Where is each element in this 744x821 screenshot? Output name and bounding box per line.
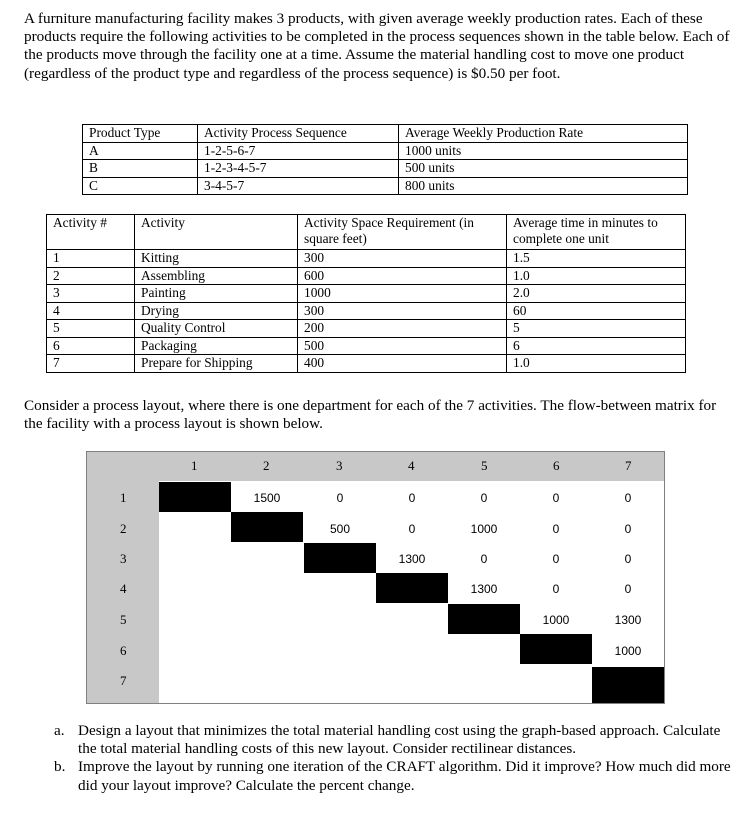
matrix-row-label: 4 (120, 581, 127, 596)
table-row (47, 285, 686, 303)
matrix-cell: 0 (552, 491, 560, 505)
matrix-cell: 1000 (614, 644, 642, 658)
header-process-sequence: Activity Process Sequence (198, 125, 399, 143)
header-space-requirement: Activity Space Requirement (in square feet) (298, 215, 507, 250)
matrix-col-label: 1 (191, 458, 198, 473)
matrix-cell: 0 (408, 522, 416, 536)
cell: 300 (298, 302, 507, 320)
intro-paragraph: A furniture manufacturing facility makes 3 products, with given average weekly production rates. Each of these products require the following activities to be completed in the process sequences shown in the table below. Each of the products move through the facility one at a time. Assume the material handling cost to move one product (regardless of the product type and regardless of the process sequence) is $0.50 per foot. (24, 10, 730, 82)
matrix-cell: 1300 (470, 582, 498, 596)
table-header-row (47, 215, 686, 250)
table-row (47, 267, 686, 285)
cell: Quality Control (135, 320, 298, 338)
matrix-col-label: 5 (481, 458, 488, 473)
matrix-header-band (87, 452, 664, 481)
matrix-diagonal-block (231, 512, 303, 542)
product-table (82, 124, 688, 195)
cell: 2.0 (507, 285, 686, 303)
cell: 3-4-5-7 (198, 177, 399, 195)
cell: 1.0 (507, 267, 686, 285)
matrix-row-label: 1 (120, 490, 127, 505)
cell: Prepare for Shipping (135, 355, 298, 373)
cell: 4 (47, 302, 135, 320)
cell: C (83, 177, 198, 195)
matrix-diagonal-block (376, 573, 448, 603)
cell: 5 (47, 320, 135, 338)
cell: Drying (135, 302, 298, 320)
table-row (47, 355, 686, 373)
matrix-col-label: 4 (408, 458, 415, 473)
matrix-cell: 1500 (253, 491, 281, 505)
cell: 200 (298, 320, 507, 338)
header-production-rate: Average Weekly Production Rate (399, 125, 688, 143)
matrix-cell: 0 (624, 522, 632, 536)
matrix-col-label: 7 (625, 458, 632, 473)
matrix-cell: 1300 (398, 552, 426, 566)
table-row (47, 250, 686, 268)
cell: 6 (47, 337, 135, 355)
matrix-diagonal-block (304, 543, 376, 573)
cell: 5 (507, 320, 686, 338)
matrix-cell: 0 (480, 491, 488, 505)
cell: 1-2-5-6-7 (198, 142, 399, 160)
cell: A (83, 142, 198, 160)
question-letter: b. (54, 758, 66, 776)
matrix-diagonal-block (520, 634, 592, 664)
cell: 1000 (298, 285, 507, 303)
cell: 3 (47, 285, 135, 303)
cell: 1-2-3-4-5-7 (198, 160, 399, 178)
header-avg-time: Average time in minutes to complete one unit (507, 215, 686, 250)
activity-table (46, 214, 686, 373)
matrix-diagonal-block (448, 604, 520, 634)
matrix-cell: 0 (624, 552, 632, 566)
matrix-cell: 0 (624, 582, 632, 596)
table-row (83, 177, 688, 195)
question-text: Improve the layout by running one iteration of the CRAFT algorithm. Did it improve? How much did more did your layout improve? Calculate the percent change. (78, 758, 731, 794)
matrix-row-label: 2 (120, 521, 127, 536)
matrix-cell: 1300 (614, 613, 642, 627)
cell: 1.5 (507, 250, 686, 268)
matrix-cell: 0 (336, 491, 344, 505)
cell: 600 (298, 267, 507, 285)
cell: Assembling (135, 267, 298, 285)
cell: 1000 units (399, 142, 688, 160)
matrix-row-label: 5 (120, 612, 127, 627)
cell: 500 (298, 337, 507, 355)
cell: Painting (135, 285, 298, 303)
matrix-row-label: 6 (120, 643, 127, 658)
table-row (47, 320, 686, 338)
cell: Kitting (135, 250, 298, 268)
table-row (47, 302, 686, 320)
cell: 60 (507, 302, 686, 320)
matrix-diagonal-block (159, 482, 231, 512)
cell: 800 units (399, 177, 688, 195)
header-product-type: Product Type (83, 125, 198, 143)
matrix-cell: 0 (480, 552, 488, 566)
cell: 1.0 (507, 355, 686, 373)
table-row (47, 337, 686, 355)
questions-list (54, 722, 734, 795)
cell: 500 units (399, 160, 688, 178)
layout-paragraph: Consider a process layout, where there is one department for each of the 7 activities. The flow-between matrix for the facility with a process layout is shown below. (24, 397, 717, 433)
cell: 400 (298, 355, 507, 373)
matrix-cell: 0 (552, 552, 560, 566)
matrix-diagonal-block (592, 667, 664, 703)
cell: 7 (47, 355, 135, 373)
matrix-cell: 0 (408, 491, 416, 505)
matrix-col-label: 2 (263, 458, 270, 473)
table-row (83, 160, 688, 178)
matrix-row-label: 3 (120, 551, 127, 566)
matrix-col-label: 3 (336, 458, 343, 473)
cell: 6 (507, 337, 686, 355)
cell: B (83, 160, 198, 178)
matrix-cell: 0 (624, 491, 632, 505)
cell: 2 (47, 267, 135, 285)
header-activity: Activity (135, 215, 298, 250)
matrix-col-label: 6 (553, 458, 560, 473)
cell: 300 (298, 250, 507, 268)
matrix-cell: 500 (329, 522, 351, 536)
matrix-cell: 0 (552, 522, 560, 536)
table-header-row (83, 125, 688, 143)
matrix-row-label: 7 (120, 673, 127, 688)
question-a (54, 722, 734, 758)
question-text: Design a layout that minimizes the total material handling cost using the graph-based approach. Calculate the total material handling costs of this new layout. Consider rectilinear distances. (78, 722, 721, 758)
matrix-cell: 1000 (542, 613, 570, 627)
matrix-cell: 1000 (470, 522, 498, 536)
table-row (83, 142, 688, 160)
question-b (54, 758, 734, 794)
question-letter: a. (54, 722, 65, 739)
flow-between-matrix (86, 451, 665, 704)
matrix-cell: 0 (552, 582, 560, 596)
header-activity-number: Activity # (47, 215, 135, 250)
cell: 1 (47, 250, 135, 268)
cell: Packaging (135, 337, 298, 355)
